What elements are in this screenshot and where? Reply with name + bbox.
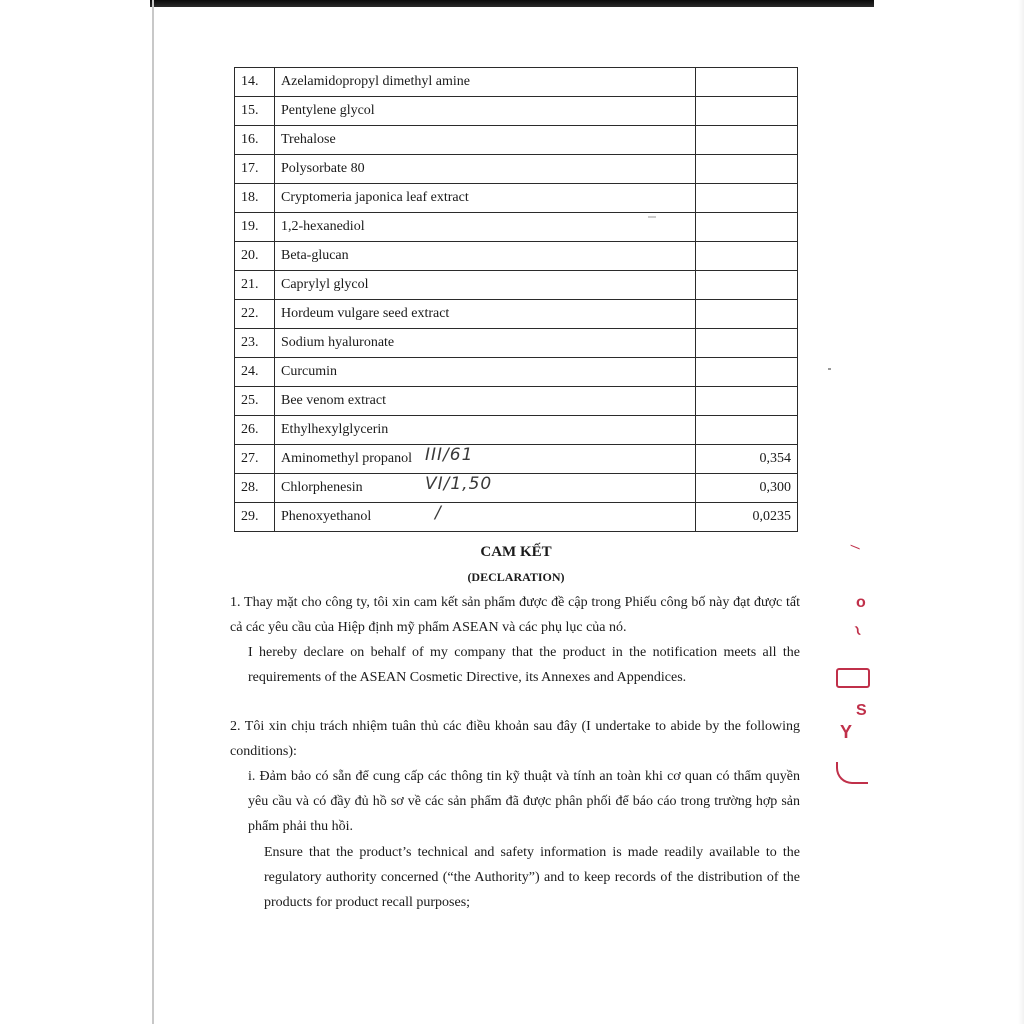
ingredient-concentration — [696, 329, 798, 358]
scan-speck — [828, 368, 831, 370]
ingredient-name: Cryptomeria japonica leaf extract — [281, 190, 469, 205]
ingredient-name: Caprylyl glycol — [281, 277, 369, 292]
ingredient-name-cell — [275, 68, 696, 97]
declaration-title: CAM KẾT — [480, 544, 552, 560]
ingredient-name-cell — [275, 126, 696, 155]
ingredient-number: 14. — [235, 68, 275, 97]
ingredient-name: Chlorphenesin — [281, 480, 363, 495]
ingredient-name-cell — [275, 474, 696, 503]
ingredients-table — [234, 67, 798, 532]
ingredient-name-cell — [275, 97, 696, 126]
ingredient-name: Ethylhexylglycerin — [281, 422, 389, 437]
table-row — [235, 213, 798, 242]
ingredient-concentration — [696, 155, 798, 184]
ingredient-concentration — [696, 271, 798, 300]
ingredient-name: Phenoxyethanol — [281, 509, 372, 524]
ingredient-name: Bee venom extract — [281, 393, 386, 408]
ingredient-concentration — [696, 184, 798, 213]
ingredient-number: 29. — [235, 503, 275, 532]
ingredient-concentration — [696, 358, 798, 387]
ingredient-number: 27. — [235, 445, 275, 474]
table-row — [235, 387, 798, 416]
ingredient-name-cell — [275, 242, 696, 271]
ingredient-name-cell — [275, 387, 696, 416]
table-row — [235, 300, 798, 329]
declaration-item-1-en: I hereby declare on behalf of my company that the product in the notification meets all the requirements of the ASEAN Cosmetic Directive, its Annexes and Appendices. — [248, 645, 800, 685]
ingredient-concentration: 0,0235 — [696, 503, 798, 532]
ingredient-concentration — [696, 68, 798, 97]
ingredient-name: Aminomethyl propanol — [281, 451, 413, 466]
ingredient-number: 25. — [235, 387, 275, 416]
ingredient-concentration — [696, 242, 798, 271]
ingredient-name-cell — [275, 271, 696, 300]
ingredient-name-cell — [275, 184, 696, 213]
ingredient-name: Pentylene glycol — [281, 103, 375, 118]
ingredient-concentration: 0,354 — [696, 445, 798, 474]
table-row — [235, 358, 798, 387]
ingredient-concentration: 0,300 — [696, 474, 798, 503]
table-row — [235, 416, 798, 445]
ingredient-number: 22. — [235, 300, 275, 329]
ingredient-number: 24. — [235, 358, 275, 387]
ingredient-number: 26. — [235, 416, 275, 445]
ingredient-name-cell — [275, 503, 696, 532]
scan-left-edge — [152, 0, 154, 1024]
ingredient-name: Sodium hyaluronate — [281, 335, 395, 350]
table-row — [235, 184, 798, 213]
table-row — [235, 97, 798, 126]
declaration-item-2-i-en: Ensure that the product’s technical and safety information is made readily available to the regulatory authority concerned (“the Authority”) and to keep records of the distribution of the products for product recall purposes; — [264, 845, 800, 910]
table-row — [235, 329, 798, 358]
ingredient-number: 18. — [235, 184, 275, 213]
ingredient-name-cell — [275, 213, 696, 242]
ingredient-name: Curcumin — [281, 364, 337, 379]
ingredient-concentration — [696, 416, 798, 445]
handwritten-annotation: / — [435, 503, 442, 523]
ingredient-number: 19. — [235, 213, 275, 242]
handwritten-annotation: III/61 — [425, 445, 474, 465]
ingredient-concentration — [696, 300, 798, 329]
ingredient-name-cell — [275, 445, 696, 474]
ingredient-number: 21. — [235, 271, 275, 300]
ingredient-name: Hordeum vulgare seed extract — [281, 306, 450, 321]
ingredient-concentration — [696, 126, 798, 155]
ingredient-number: 23. — [235, 329, 275, 358]
handwritten-annotation: VI/1,50 — [425, 474, 493, 494]
table-row — [235, 474, 798, 503]
ingredient-concentration — [696, 97, 798, 126]
ingredient-name-cell — [275, 358, 696, 387]
ingredient-number: 15. — [235, 97, 275, 126]
scan-speck — [648, 216, 656, 218]
ingredient-number: 28. — [235, 474, 275, 503]
table-row — [235, 503, 798, 532]
ingredient-name: 1,2-hexanediol — [281, 219, 365, 234]
ingredients-table-body — [235, 68, 798, 532]
scan-right-edge — [1018, 0, 1024, 1024]
ingredient-number: 16. — [235, 126, 275, 155]
table-row — [235, 271, 798, 300]
ingredient-name: Beta-glucan — [281, 248, 349, 263]
ingredient-name-cell — [275, 329, 696, 358]
red-stamp: ⁄ o ∼ S Y — [832, 530, 872, 790]
ingredient-name: Azelamidopropyl dimethyl amine — [281, 74, 470, 89]
ingredient-name-cell — [275, 416, 696, 445]
ingredient-name-cell — [275, 155, 696, 184]
ingredient-name: Polysorbate 80 — [281, 161, 365, 176]
table-row — [235, 155, 798, 184]
ingredient-name-cell — [275, 300, 696, 329]
declaration-item-2: 2. Tôi xin chịu trách nhiệm tuân thủ các điều khoản sau đây (I undertake to abide by the following conditions): — [230, 719, 800, 759]
scan-top-edge — [150, 0, 874, 7]
table-row — [235, 445, 798, 474]
table-row — [235, 242, 798, 271]
ingredient-concentration — [696, 387, 798, 416]
table-row — [235, 126, 798, 155]
ingredient-name: Trehalose — [281, 132, 336, 147]
ingredient-number: 20. — [235, 242, 275, 271]
declaration-subtitle: (DECLARATION) — [467, 570, 565, 584]
ingredient-number: 17. — [235, 155, 275, 184]
table-row — [235, 68, 798, 97]
declaration-item-1-vi: 1. Thay mặt cho công ty, tôi xin cam kết sản phẩm được đề cập trong Phiếu công bố này đạt được tất cả các yêu cầu của Hiệp định mỹ phẩm ASEAN và các phụ lục của nó. — [230, 595, 800, 635]
declaration-item-2-i-vi: i. Đảm bảo có sẵn để cung cấp các thông tin kỹ thuật và tính an toàn khi cơ quan có thẩm quyền yêu cầu và có đầy đủ hồ sơ về các sản phẩm đã được phân phối để báo cáo trong trường hợp sản phẩm phải thu hồi. — [248, 769, 800, 834]
ingredient-concentration — [696, 213, 798, 242]
